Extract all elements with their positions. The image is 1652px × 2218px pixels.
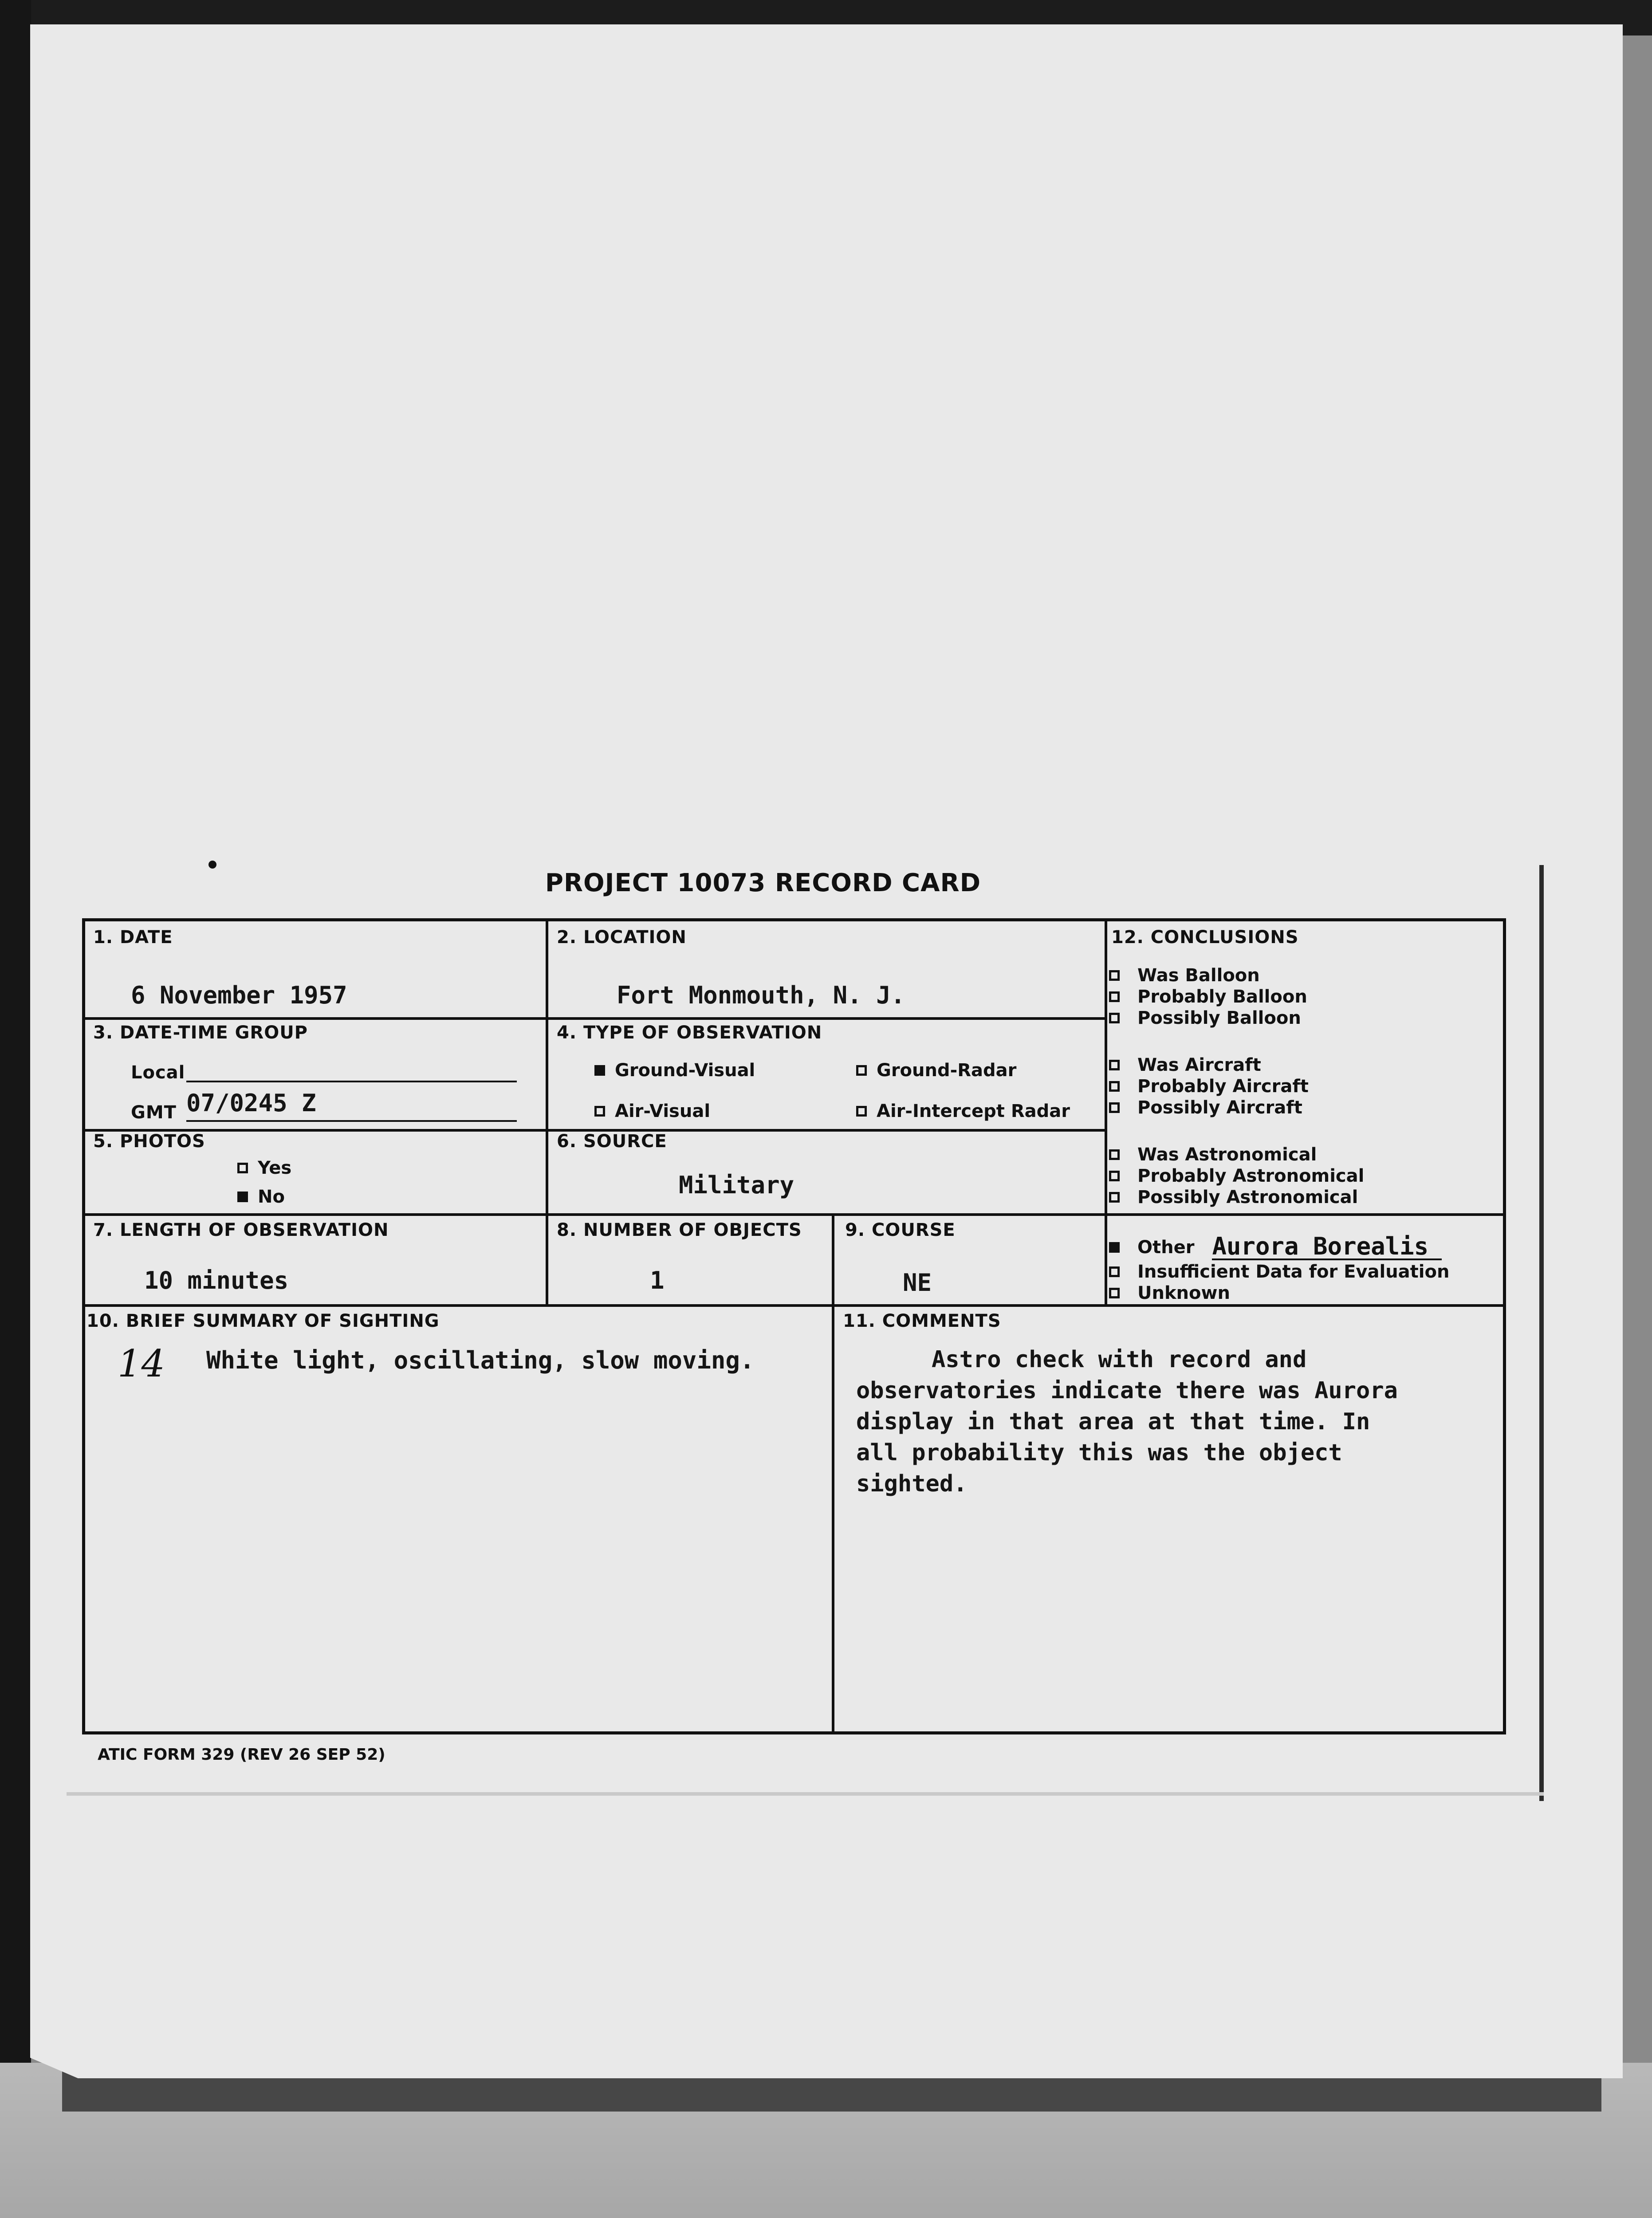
checkbox-icon	[856, 1065, 867, 1076]
option-air-intercept-radar: Air-Intercept Radar	[856, 1101, 1070, 1121]
form-reference: ATIC FORM 329 (REV 26 SEP 52)	[98, 1746, 385, 1764]
source-label: 6. SOURCE	[557, 1131, 667, 1152]
checkbox-checked-icon	[1109, 1242, 1120, 1253]
conclusions-label: 12. CONCLUSIONS	[1111, 927, 1299, 948]
option-photos-no: No	[237, 1187, 285, 1207]
col-divider	[832, 1213, 834, 1734]
gmt-label: GMT	[131, 1102, 177, 1123]
checkbox-icon	[594, 1106, 605, 1117]
comments-label: 11. COMMENTS	[843, 1311, 1001, 1331]
conclusion-item: Unknown	[1109, 1282, 1508, 1304]
option-air-visual: Air-Visual	[594, 1101, 710, 1121]
card-title: PROJECT 10073 RECORD CARD	[545, 869, 981, 897]
checkbox-icon	[1109, 1013, 1120, 1023]
location-value: Fort Monmouth, N. J.	[617, 981, 905, 1009]
option-photos-yes: Yes	[237, 1158, 291, 1178]
type-of-observation-label: 4. TYPE OF OBSERVATION	[557, 1022, 822, 1043]
date-time-group-label: 3. DATE-TIME GROUP	[93, 1022, 308, 1043]
conclusion-item: Was Astronomical	[1109, 1144, 1508, 1165]
local-label: Local	[131, 1062, 185, 1083]
location-label: 2. LOCATION	[557, 927, 687, 948]
conclusion-group-balloon	[1109, 965, 1508, 1029]
conclusion-item: Was Aircraft	[1109, 1054, 1508, 1076]
col-divider	[1105, 918, 1107, 1304]
checkbox-icon	[1109, 1149, 1120, 1160]
number-of-objects-label: 8. NUMBER OF OBJECTS	[557, 1220, 802, 1240]
handwritten-marker: 14	[118, 1342, 165, 1385]
length-of-observation-label: 7. LENGTH OF OBSERVATION	[93, 1220, 389, 1240]
checkbox-icon	[856, 1106, 867, 1117]
ink-dot	[208, 861, 216, 869]
checkbox-icon	[1109, 991, 1120, 1002]
conclusion-item: Possibly Astronomical	[1109, 1187, 1508, 1208]
number-of-objects-value: 1	[650, 1266, 665, 1294]
checkbox-icon	[1109, 970, 1120, 981]
checkbox-icon	[1109, 1288, 1120, 1298]
conclusion-other: Other Aurora Borealis	[1109, 1234, 1508, 1261]
checkbox-icon	[1109, 1060, 1120, 1070]
comments-value: Astro check with record and observatories indicate there was Aurora display in that area at that time. In all probability this was the object sighted.	[856, 1346, 1398, 1497]
conclusion-other-value: Aurora Borealis	[1212, 1235, 1442, 1260]
course-value: NE	[903, 1269, 932, 1297]
conclusion-item: Probably Aircraft	[1109, 1076, 1508, 1097]
checkbox-icon	[237, 1163, 248, 1173]
gmt-value: 07/0245 Z	[186, 1089, 316, 1117]
film-border-left	[0, 0, 31, 2085]
conclusion-group-astronomical	[1109, 1144, 1508, 1208]
card-edge	[1539, 865, 1544, 1801]
card-bottom-edge	[67, 1792, 1544, 1796]
checkbox-checked-icon	[237, 1192, 248, 1202]
checkbox-icon	[1109, 1192, 1120, 1203]
checkbox-icon	[1109, 1081, 1120, 1092]
date-value: 6 November 1957	[131, 981, 347, 1009]
photos-label: 5. PHOTOS	[93, 1131, 205, 1152]
conclusions-list	[1109, 965, 1508, 1304]
conclusion-item: Possibly Aircraft	[1109, 1097, 1508, 1118]
conclusion-item: Insufficient Data for Evaluation	[1109, 1261, 1508, 1282]
local-underline	[186, 1081, 517, 1082]
checkbox-icon	[1109, 1171, 1120, 1181]
conclusion-item: Probably Astronomical	[1109, 1165, 1508, 1187]
row-divider	[82, 1017, 1105, 1020]
conclusion-group-aircraft	[1109, 1054, 1508, 1118]
conclusion-item: Possibly Balloon	[1109, 1007, 1508, 1029]
row-divider	[82, 1304, 1506, 1307]
conclusion-item: Probably Balloon	[1109, 986, 1508, 1007]
source-value: Military	[679, 1171, 795, 1199]
gmt-underline	[186, 1120, 517, 1122]
length-of-observation-value: 10 minutes	[144, 1266, 289, 1294]
checkbox-icon	[1109, 1266, 1120, 1277]
checkbox-icon	[1109, 1102, 1120, 1113]
course-label: 9. COURSE	[845, 1220, 956, 1240]
brief-summary-value: White light, oscillating, slow moving.	[206, 1346, 755, 1374]
date-label: 1. DATE	[93, 927, 173, 948]
option-ground-visual: Ground-Visual	[594, 1060, 755, 1081]
brief-summary-label: 10. BRIEF SUMMARY OF SIGHTING	[87, 1311, 440, 1331]
col-divider	[546, 918, 548, 1304]
conclusion-item: Was Balloon	[1109, 965, 1508, 986]
option-ground-radar: Ground-Radar	[856, 1060, 1016, 1081]
checkbox-checked-icon	[594, 1065, 605, 1076]
